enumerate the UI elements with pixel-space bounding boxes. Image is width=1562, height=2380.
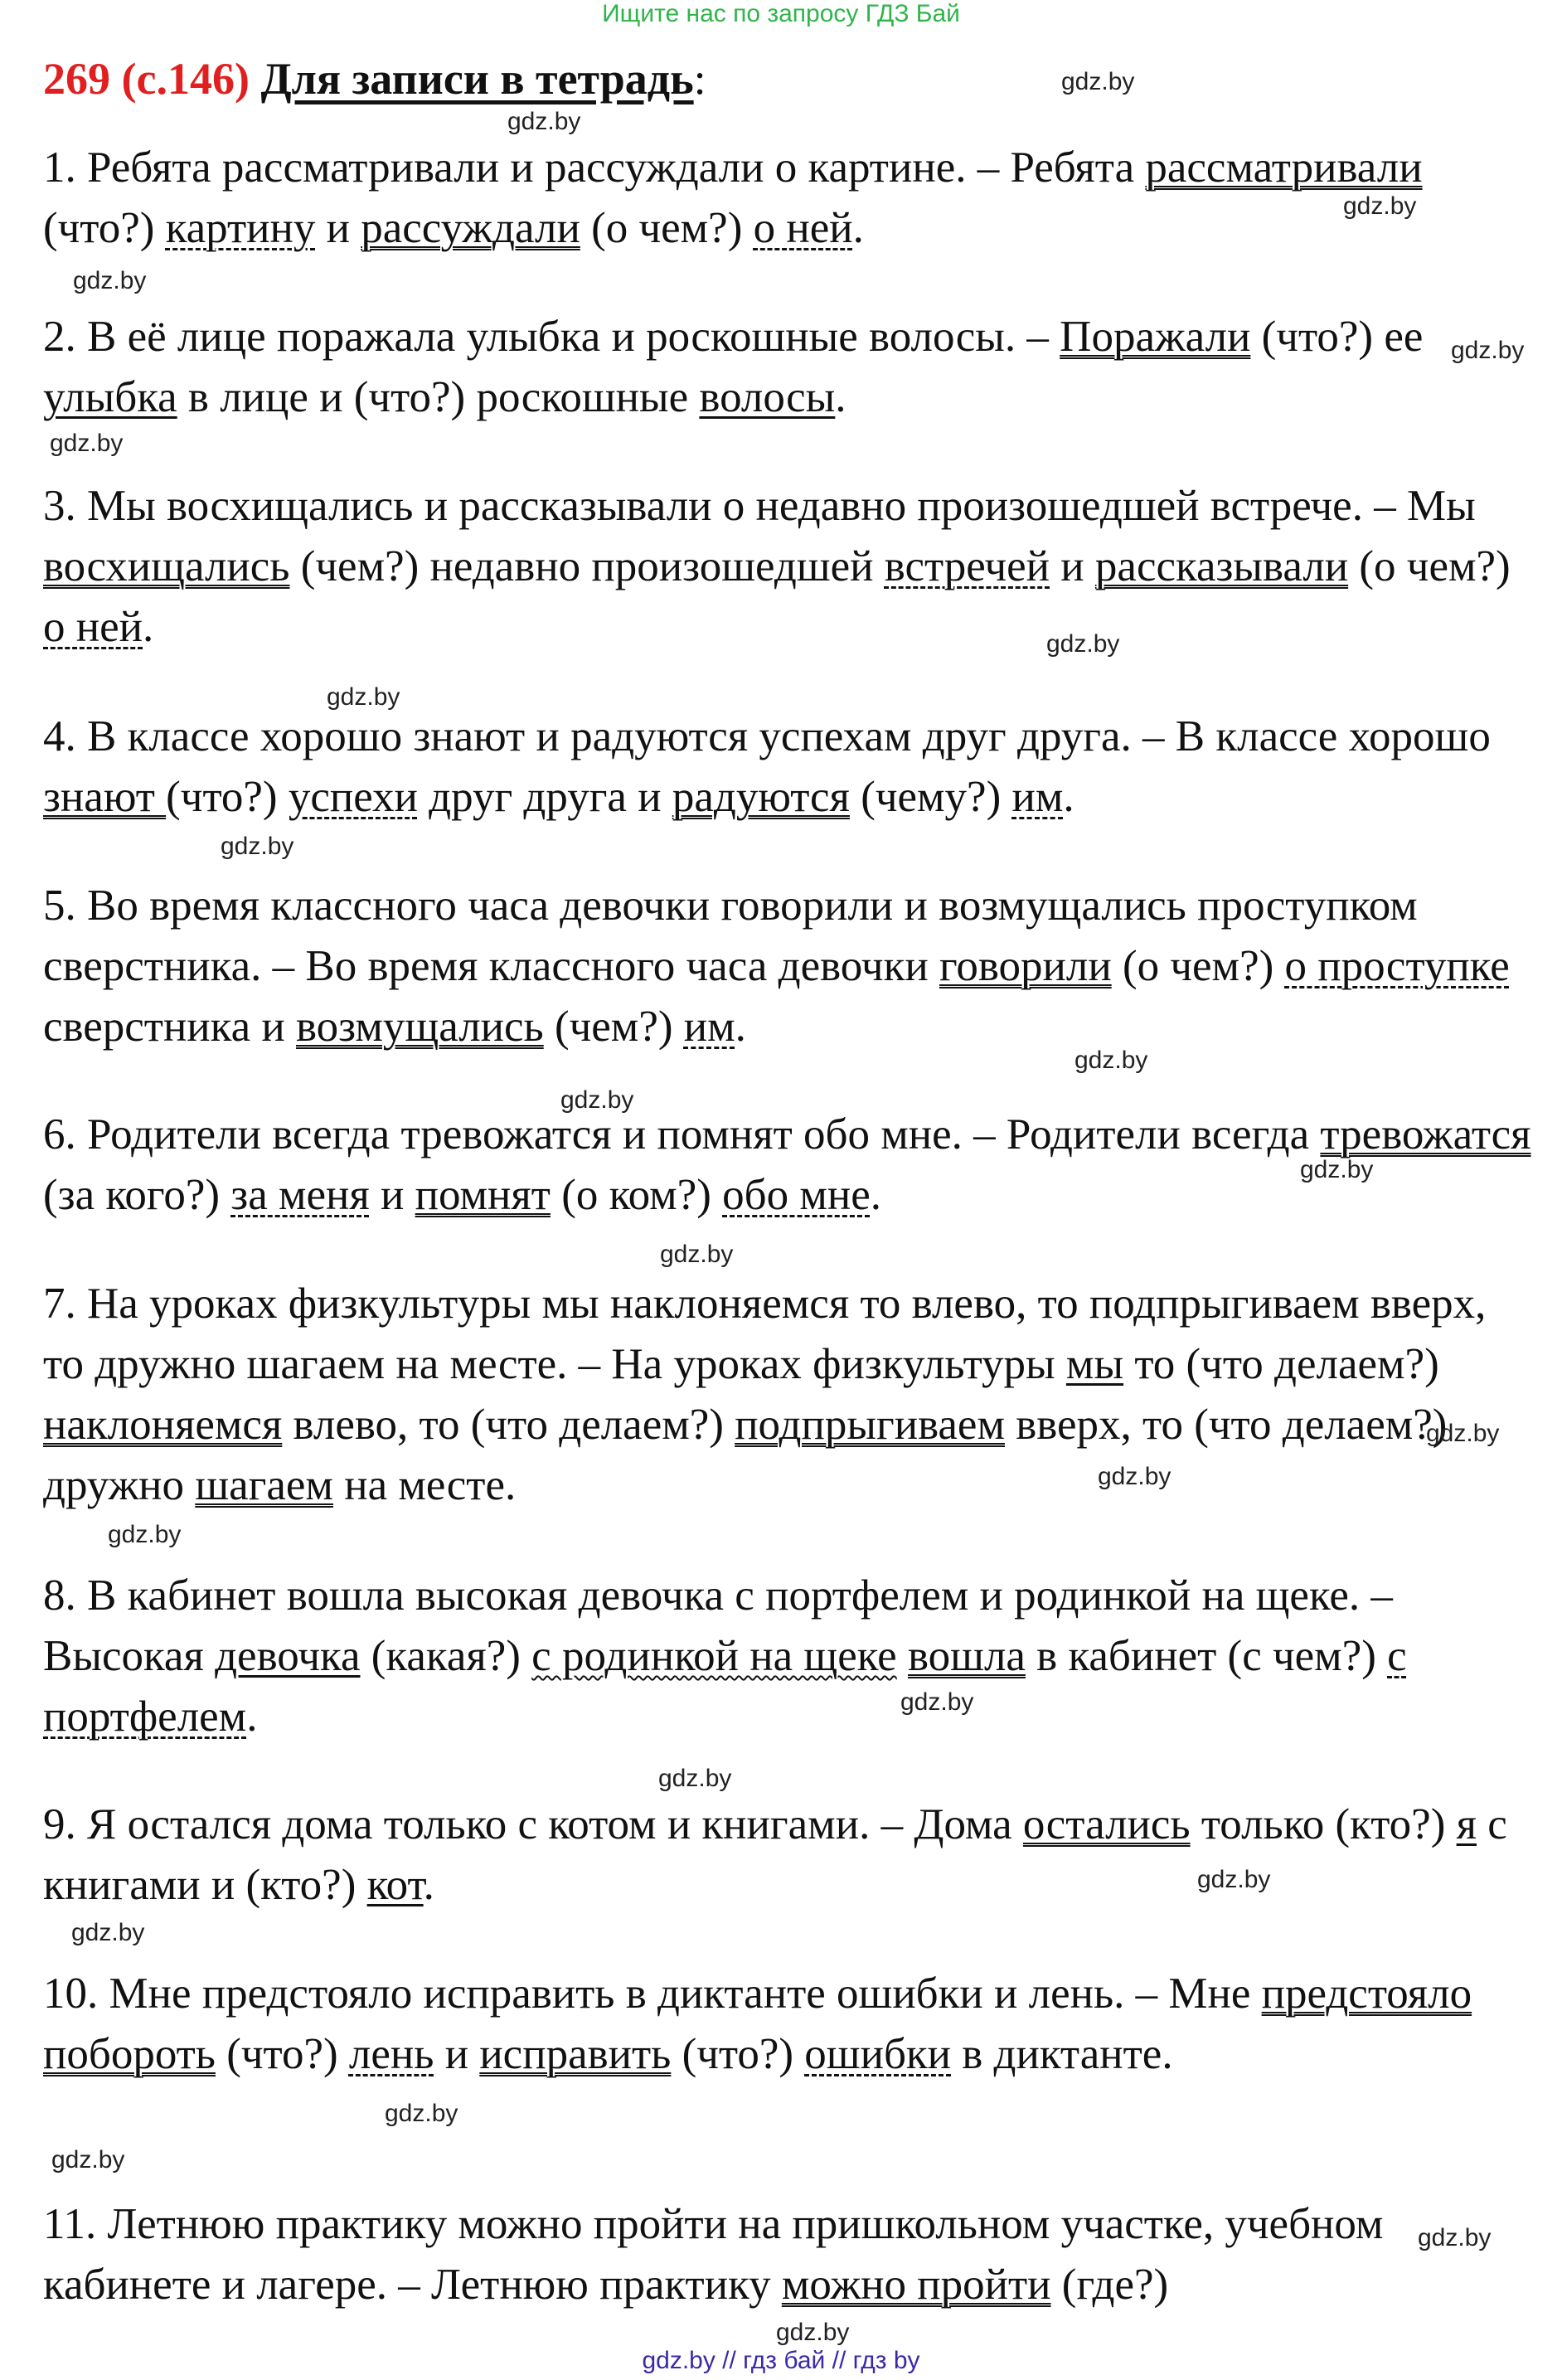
watermark: gdz.by [221, 833, 294, 860]
text-run: (что?) [43, 204, 166, 252]
underlined-word: Поражали [1060, 313, 1251, 361]
text-run: на месте. [332, 1461, 517, 1509]
underlined-word: наклоняемся [43, 1401, 283, 1449]
text-run: только (кто?) [1190, 1800, 1457, 1848]
watermark: gdz.by [660, 1241, 734, 1268]
watermark: gdz.by [1197, 1866, 1271, 1893]
underlined-word: волосы [699, 373, 836, 421]
underlined-word: кот [366, 1861, 424, 1909]
text-run: . [870, 1171, 882, 1219]
text-run: и [315, 204, 361, 252]
underlined-word: мы [1065, 1340, 1124, 1388]
watermark: gdz.by [658, 1765, 732, 1792]
underlined-word: обо мне [722, 1171, 871, 1219]
watermark: gdz.by [1343, 192, 1417, 220]
text-run: . [735, 1003, 746, 1051]
underlined-word: рассказывали [1094, 542, 1349, 590]
paragraph-1 [43, 138, 1535, 259]
underlined-word: знают [43, 773, 167, 821]
underlined-word: лень [348, 2030, 434, 2078]
underlined-word: им [1011, 773, 1064, 821]
text-run: (чем?) недавно произошедшей [289, 542, 885, 590]
watermark: gdz.by [560, 1086, 634, 1114]
paragraph-5 [43, 876, 1535, 1057]
underlined-word: рассматривали [1145, 143, 1423, 192]
underlined-word: улыбка [43, 373, 177, 421]
watermark: gdz.by [900, 1688, 974, 1716]
text-run: (о чем?) [1111, 942, 1285, 990]
text-run: 4. В классе хорошо знают и радуются успехам друг друга. – В классе хорошо [43, 712, 1491, 760]
text-run: (какая?) [360, 1632, 532, 1680]
underlined-word: встречей [884, 542, 1050, 590]
text-run [897, 1632, 908, 1680]
underlined-word: за меня [230, 1171, 370, 1219]
paragraph-2 [43, 307, 1535, 428]
underlined-word: радуются [672, 773, 850, 821]
text-run: (за кого?) [43, 1171, 231, 1219]
watermark: gdz.by [108, 1521, 182, 1548]
text-run: в лице и (что?) роскошные [177, 373, 700, 421]
watermark: gdz.by [507, 108, 581, 135]
underlined-word: восхищались [43, 542, 290, 590]
text-run: и [1050, 542, 1095, 590]
watermark: gdz.by [1418, 2224, 1492, 2251]
text-run: влево, то (что делаем?) [282, 1401, 735, 1449]
underlined-word: шагаем [195, 1461, 333, 1509]
text-run: и [434, 2030, 480, 2078]
text-run: . [423, 1861, 434, 1909]
text-run: (что?) [166, 773, 289, 821]
watermark: gdz.by [1046, 630, 1120, 658]
underlined-word: помнят [415, 1171, 551, 1219]
footer-links[interactable]: gdz.by // гдз бай // гдз by [642, 2347, 920, 2374]
underlined-word: с родинкой на щеке [531, 1632, 897, 1680]
text-run: 5. Во время классного часа девочки говорили и возмущались проступком сверстника. – Во время классного часа девочки [43, 882, 1418, 990]
text-run: 2. В её лице поражала улыбка и роскошные волосы. – [43, 313, 1060, 361]
text-run: вверх, то (что делаем?) дружно [43, 1401, 1448, 1509]
text-run: в диктанте. [951, 2030, 1173, 2078]
watermark: gdz.by [1426, 1420, 1500, 1447]
watermark: gdz.by [1074, 1047, 1148, 1074]
underlined-word: вошла [907, 1632, 1026, 1680]
watermark: gdz.by [71, 1919, 145, 1946]
text-run: 11. Летнюю практику можно пройти на пришкольном участке, учебном кабинете и лагере. – Летнюю практику [43, 2200, 1384, 2309]
text-run: (чем?) [543, 1003, 684, 1051]
text-run: . [835, 373, 846, 421]
exercise-number: 269 (с.146) [43, 54, 250, 104]
watermark: gdz.by [385, 2100, 458, 2127]
watermark: gdz.by [51, 2146, 125, 2174]
text-run: . [143, 603, 154, 651]
watermark: gdz.by [50, 430, 124, 457]
text-run: то (что делаем?) [1123, 1340, 1439, 1388]
text-run: 7. На уроках физкультуры мы наклоняемся то влево, то подпрыгиваем вверх, то дружно шагаем на месте. – На уроках физкультуры [43, 1280, 1487, 1388]
underlined-word: с портфелем [43, 1632, 1407, 1741]
underlined-word: им [683, 1003, 735, 1051]
watermark: gdz.by [327, 683, 400, 711]
text-run: сверстника и [43, 1003, 297, 1051]
underlined-word: исправить [479, 2030, 672, 2078]
underlined-word: предстояло побороть [43, 1970, 1472, 2078]
underlined-word: девочка [215, 1632, 361, 1680]
underlined-word: говорили [939, 942, 1112, 990]
text-run: 9. Я остался дома только с котом и книгами. – Дома [43, 1800, 1023, 1848]
underlined-word: ошибки [804, 2030, 952, 2078]
text-run: 3. Мы восхищались и рассказывали о недавно произошедшей встрече. – Мы [43, 482, 1476, 530]
watermark: gdz.by [1098, 1463, 1172, 1490]
text-run: (что?) [215, 2030, 349, 2078]
text-run: (что?) [671, 2030, 805, 2078]
text-run: . [1063, 773, 1074, 821]
text-run: 6. Родители всегда тревожатся и помнят обо мне. – Родители всегда [43, 1110, 1321, 1158]
underlined-word: можно пройти [781, 2261, 1051, 2309]
text-run: 8. В кабинет вошла высокая девочка с портфелем и родинкой на щеке. – Высокая [43, 1571, 1393, 1680]
exercise-heading [43, 50, 706, 108]
underlined-word: я [1456, 1800, 1477, 1848]
watermark: gdz.by [1451, 337, 1525, 364]
text-run: 1. Ребята рассматривали и рассуждали о картине. – Ребята [43, 143, 1146, 192]
underlined-word: возмущались [296, 1003, 544, 1051]
text-run: с книгами и (кто?) [43, 1800, 1507, 1909]
underlined-word: успехи [288, 773, 418, 821]
paragraph-4 [43, 707, 1535, 828]
paragraph-10 [43, 1964, 1535, 2085]
underlined-word: о ней [753, 204, 853, 252]
text-run: (о ком?) [550, 1171, 723, 1219]
underlined-word: подпрыгиваем [735, 1401, 1005, 1449]
text-run: (что?) ее [1250, 313, 1424, 361]
paragraph-11 [43, 2194, 1535, 2315]
paragraph-9 [43, 1795, 1535, 1916]
text-run: 10. Мне предстояло исправить в диктанте ошибки и лень. – Мне [43, 1970, 1262, 2018]
text-run: . [852, 204, 864, 252]
underlined-word: остались [1022, 1800, 1191, 1848]
text-run: . [246, 1693, 258, 1741]
text-run: (о чем?) [1348, 542, 1511, 590]
underlined-word: картину [165, 204, 316, 252]
underlined-word: о ней [43, 603, 143, 651]
text-run: в кабинет (с чем?) [1025, 1632, 1388, 1680]
search-banner[interactable]: Ищите нас по запросу ГДЗ Бай [602, 0, 960, 27]
text-run: (где?) [1050, 2261, 1169, 2309]
underlined-word: о проступке [1284, 942, 1510, 990]
exercise-title: Для записи в тетрадь [260, 54, 694, 104]
underlined-word: тревожатся [1320, 1110, 1531, 1158]
watermark: gdz.by [1300, 1156, 1374, 1183]
paragraph-3 [43, 476, 1535, 658]
paragraph-8 [43, 1566, 1535, 1747]
watermark: gdz.by [73, 267, 147, 294]
text-run: (чему?) [849, 773, 1012, 821]
underlined-word: рассуждали [361, 204, 580, 252]
text-run: (о чем?) [580, 204, 754, 252]
paragraph-7 [43, 1274, 1535, 1516]
text-run: и [369, 1171, 415, 1219]
watermark: gdz.by [1061, 68, 1135, 95]
heading-colon: : [693, 54, 706, 104]
text-run: друг друга и [417, 773, 672, 821]
watermark: gdz.by [776, 2319, 850, 2346]
